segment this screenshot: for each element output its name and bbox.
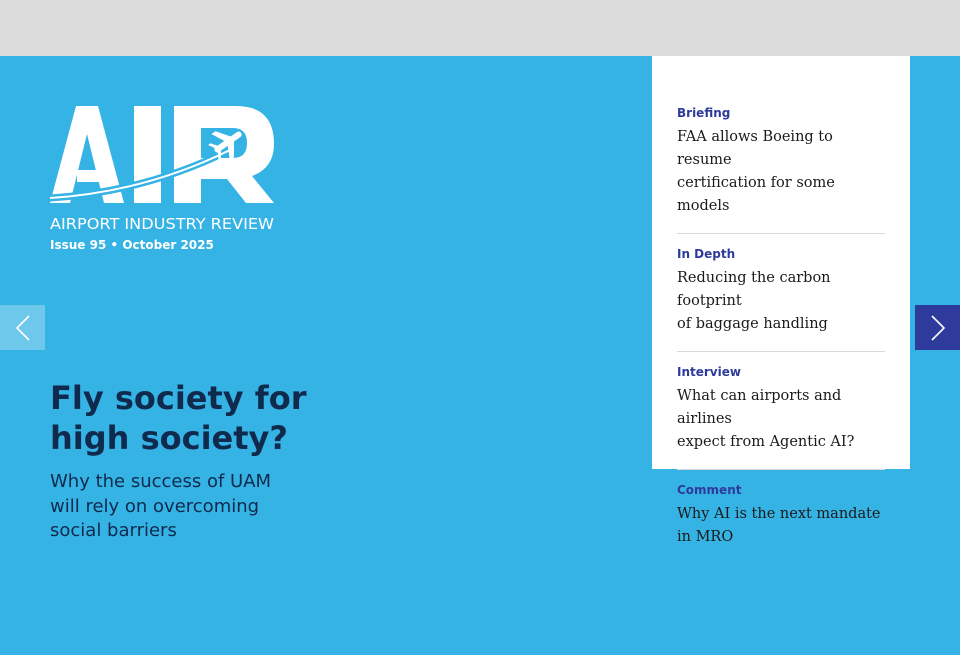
article-category[interactable]: Comment — [677, 483, 742, 497]
logo-tagline: AIRPORT INDUSTRY REVIEW — [50, 215, 274, 232]
article-title-link[interactable] — [677, 126, 885, 218]
articles-panel — [652, 56, 910, 545]
article-title-line: of baggage handling — [677, 316, 828, 332]
article-category[interactable]: Briefing — [677, 106, 731, 120]
article-title-line: certification for some models — [677, 175, 835, 214]
air-logo[interactable] — [50, 106, 276, 232]
hero-headline-line: Fly society for — [50, 379, 307, 417]
hero-headline[interactable] — [50, 378, 310, 458]
article-item[interactable] — [677, 105, 885, 234]
issue-line: Issue 95 • October 2025 — [50, 238, 214, 252]
article-title-link[interactable] — [677, 267, 885, 336]
article-title-link[interactable] — [677, 385, 885, 454]
carousel-prev-button[interactable] — [0, 305, 45, 350]
air-logo-graphic — [50, 106, 276, 232]
top-bar — [0, 0, 960, 56]
article-item[interactable] — [677, 246, 885, 352]
article-item[interactable] — [677, 364, 885, 470]
hero-subhead-line: will rely on overcoming — [50, 495, 260, 517]
chevron-right-icon — [930, 315, 946, 341]
hero-subhead-line: social barriers — [50, 520, 177, 541]
article-title-link[interactable] — [677, 503, 885, 549]
article-title-line: in MRO — [677, 529, 734, 545]
article-category[interactable]: Interview — [677, 365, 741, 379]
article-title-line: expect from Agentic AI? — [677, 434, 855, 450]
carousel-next-button[interactable] — [915, 305, 960, 350]
article-title-line: FAA allows Boeing to resume — [677, 129, 833, 168]
article-title-line: Why AI is the next mandate — [677, 506, 881, 522]
article-title-line: Reducing the carbon footprint — [677, 270, 831, 309]
article-category[interactable]: In Depth — [677, 247, 736, 261]
hero-headline-line: high society? — [50, 419, 288, 457]
hero-subhead-line: Why the success of UAM — [50, 471, 272, 492]
chevron-left-icon — [15, 315, 31, 341]
article-title-line: What can airports and airlines — [677, 388, 842, 427]
article-item[interactable] — [677, 482, 885, 564]
hero-subhead — [50, 470, 290, 544]
